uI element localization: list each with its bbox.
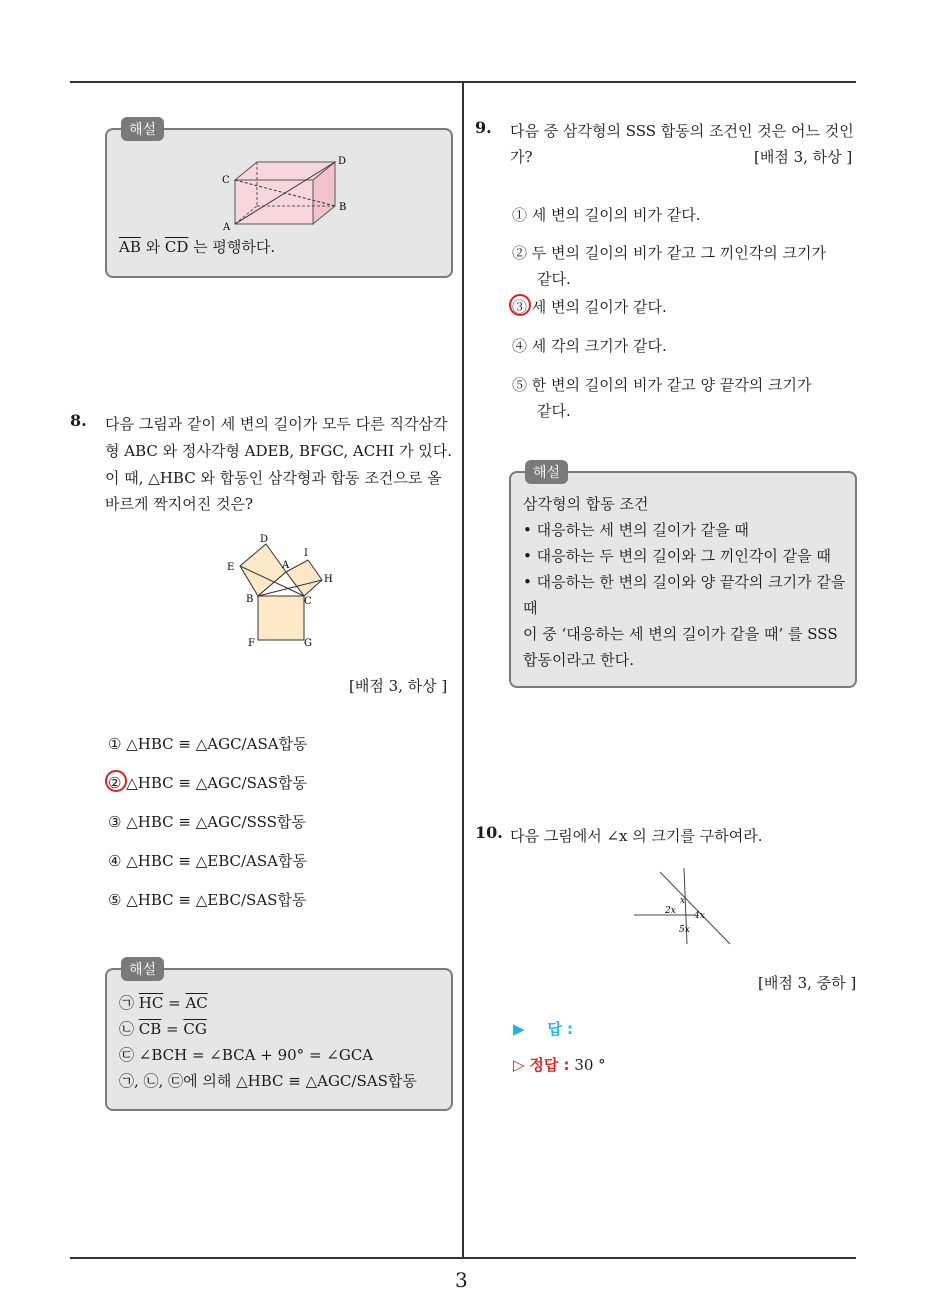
angle-label-2x: 2x: [665, 906, 676, 916]
fig-label-g: G: [304, 638, 312, 649]
bottom-rule: [70, 1257, 856, 1259]
explanation-3-line-5: 때: [523, 599, 538, 617]
selected-answer-mark: [509, 294, 531, 316]
q8-choice-1[interactable]: [108, 733, 308, 754]
question-10-score: [배점 3, 중하 ]: [758, 974, 857, 992]
equals: =: [163, 994, 186, 1012]
correct-answer-row: [513, 1054, 606, 1075]
cuboid-figure: [215, 150, 355, 240]
question-9-number: 9.: [475, 118, 492, 137]
correct-answer-value: 30 °: [574, 1056, 606, 1074]
question-8-score: [배점 3, 하상 ]: [349, 677, 448, 695]
question-9-text-line-1: 다음 중 삼각형의 SSS 합동의 조건인 것은 어느 것인: [510, 122, 854, 140]
q9-choice-3[interactable]: [512, 296, 667, 317]
label-a: A: [223, 222, 231, 233]
segment-ac: $\overline{AC}$: [185, 994, 208, 1012]
explanation-3-line-6: 이 중 ‘대응하는 세 변의 길이가 같을 때’ 를 SSS: [523, 625, 838, 643]
explanation-tag: 해설: [121, 117, 164, 141]
choice-text: 세 변의 길이가 같다.: [531, 298, 667, 316]
choice-number: ⑤: [108, 891, 122, 909]
q9-choice-2-continuation: 같다.: [537, 270, 571, 288]
choice-text: △HBC ≡ △EBC/SAS합동: [126, 891, 307, 909]
explanation-tag: 해설: [525, 460, 568, 484]
question-9-text-line-2: 가?: [510, 148, 533, 166]
q8-choice-5[interactable]: [108, 889, 306, 910]
marker-nieun: ㉡: [119, 1020, 139, 1038]
explanation-3-line-1: 삼각형의 합동 조건: [523, 495, 649, 513]
question-10-number: 10.: [475, 823, 503, 842]
q9-choice-2[interactable]: [512, 242, 826, 263]
angle-label-x: x: [680, 896, 686, 906]
marker-giyeok: ㉠: [119, 994, 139, 1012]
q9-choice-4[interactable]: [512, 335, 667, 356]
fig-label-h: H: [324, 574, 333, 585]
choice-number: ③: [512, 298, 528, 316]
question-8-number: 8.: [70, 411, 87, 430]
explanation-2-line-4: ㉠, ㉡, ㉢에 의해 △HBC ≡ △AGC/SAS합동: [119, 1072, 417, 1090]
segment-cd: $\overline{CD}$: [164, 238, 189, 256]
explanation-3-line-2: • 대응하는 세 변의 길이가 같을 때: [523, 521, 749, 539]
explanation-tag: 해설: [121, 957, 164, 981]
q8-choice-3[interactable]: [108, 811, 306, 832]
answer-label: 답 :: [547, 1020, 574, 1038]
segment-ab: $\overline{AB}$: [119, 238, 141, 256]
question-8-text-line-3: 이 때, △HBC 와 합동인 삼각형과 합동 조건으로 올: [105, 469, 442, 487]
column-divider: [462, 83, 464, 1258]
explanation-3-line-3: • 대응하는 두 변의 길이와 그 끼인각이 같을 때: [523, 547, 831, 565]
label-b: B: [339, 202, 347, 213]
text-wa: 와: [140, 238, 165, 256]
explanation-box-1: [105, 122, 453, 278]
choice-number: ②: [108, 774, 122, 792]
angle-label-5x: 5x: [679, 925, 690, 935]
explanation-2-line-2: [119, 1018, 207, 1039]
squares-triangle-figure: [224, 530, 344, 650]
correct-answer-triangle-icon: ▷: [513, 1056, 525, 1074]
choice-number: ①: [108, 735, 122, 753]
fig-label-i: I: [304, 548, 308, 559]
fig-label-a: A: [282, 560, 290, 571]
q8-choice-4[interactable]: [108, 850, 307, 871]
question-9-score: [배점 3, 하상 ]: [754, 148, 853, 166]
correct-answer-label: 정답 :: [529, 1056, 570, 1074]
label-d: D: [338, 156, 347, 167]
choice-number: ④: [108, 852, 122, 870]
question-10-text: 다음 그림에서 ∠x 의 크기를 구하여라.: [510, 827, 763, 845]
fig-label-c: C: [304, 596, 312, 607]
angle-label-4x: 4x: [694, 911, 705, 921]
choice-text: △HBC ≡ △AGC/SSS합동: [126, 813, 306, 831]
segment-cg: $\overline{CG}$: [183, 1020, 207, 1038]
question-8-text-line-2: 형 ABC 와 정사각형 ADEB, BFGC, ACHI 가 있다.: [105, 442, 452, 460]
question-8-text-line-1: 다음 그림과 같이 세 변의 길이가 모두 다른 직각삼각: [105, 415, 448, 433]
fig-label-b: B: [246, 594, 254, 605]
fig-label-d: D: [260, 534, 269, 545]
segment-hc: $\overline{HC}$: [138, 994, 164, 1012]
selected-answer-mark: [105, 770, 127, 792]
choice-text: 한 변의 길이의 비가 같고 양 끝각의 크기가: [531, 376, 812, 394]
choice-text: △HBC ≡ △AGC/SAS합동: [126, 774, 307, 792]
explanation-3-line-4: • 대응하는 한 변의 길이와 양 끝각의 크기가 같을: [523, 573, 846, 591]
explanation-box-2: [105, 962, 453, 1111]
angle-figure: [632, 868, 742, 948]
answer-row: [513, 1018, 573, 1039]
fig-label-e: E: [227, 562, 235, 573]
choice-number: ⑤: [512, 376, 528, 394]
choice-text: 두 변의 길이의 비가 같고 그 끼인각의 크기가: [531, 244, 826, 262]
choice-text: △HBC ≡ △EBC/ASA합동: [126, 852, 307, 870]
fig-label-f: F: [248, 638, 255, 649]
choice-text: △HBC ≡ △AGC/ASA합동: [126, 735, 308, 753]
explanation-text-1: [119, 236, 275, 257]
choice-number: ②: [512, 244, 528, 262]
label-c: C: [222, 175, 230, 186]
question-8-text-line-4: 바르게 짝지어진 것은?: [105, 495, 253, 513]
text-parallel: 는 평행하다.: [188, 238, 276, 256]
segment-cb: $\overline{CB}$: [138, 1020, 162, 1038]
page-number: 3: [455, 1268, 468, 1292]
q9-choice-1[interactable]: [512, 204, 701, 225]
explanation-2-line-3: ㉢ ∠BCH = ∠BCA + 90° = ∠GCA: [119, 1046, 374, 1064]
choice-text: 세 변의 길이의 비가 같다.: [531, 206, 701, 224]
choice-text: 세 각의 크기가 같다.: [531, 337, 667, 355]
explanation-2-line-1: [119, 992, 208, 1013]
q9-choice-5-continuation: 같다.: [537, 402, 571, 420]
q8-choice-2[interactable]: [108, 772, 307, 793]
answer-triangle-icon: ▶: [513, 1020, 525, 1038]
choice-number: ④: [512, 337, 528, 355]
explanation-box-3: [509, 465, 857, 688]
equals: =: [161, 1020, 184, 1038]
choice-number: ①: [512, 206, 528, 224]
choice-number: ③: [108, 813, 122, 831]
explanation-3-line-7: 합동이라고 한다.: [523, 651, 634, 669]
q9-choice-5[interactable]: [512, 374, 812, 395]
